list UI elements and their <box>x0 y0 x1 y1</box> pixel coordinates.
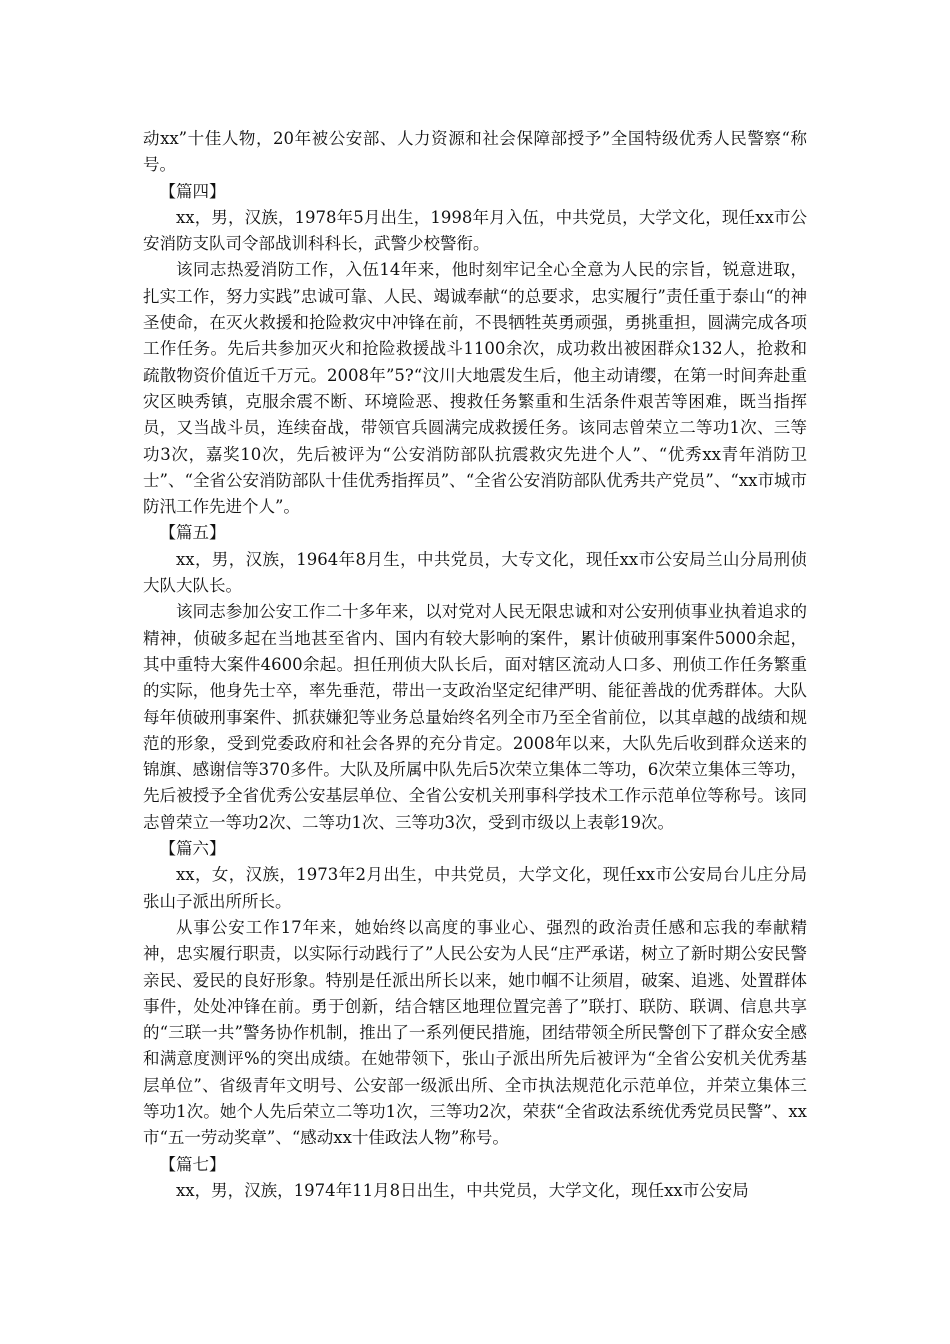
paragraph: 该同志参加公安工作二十多年来，以对党对人民无限忠诚和对公安刑侦事业执着追求的精神，侦破多起在当地甚至省内、国内有较大影响的案件，累计侦破刑事案件5000余起，其中重特大案件4600余起。担任刑侦大队长后，面对辖区流动人口多、刑侦工作任务繁重的实际，他身先士卒，率先垂范，带出一支政治坚定纪律严明、能征善战的优秀群体。大队每年侦破刑事案件、抓获嫌犯等业务总量始终名列全市乃至全省前位，以其卓越的战绩和规范的形象，受到党委政府和社会各界的充分肯定。2008年以来，大队先后收到群众送来的锦旗、感谢信等370多件。大队及所属中队先后5次荣立集体二等功，6次荣立集体三等功，先后被授予全省优秀公安基层单位、全省公安机关刑事科学技术工作示范单位等称号。该同志曾荣立一等功2次、二等功1次、三等功3次，受到市级以上表彰19次。 <box>143 602 807 832</box>
document-body <box>143 126 807 1204</box>
paragraph: xx，男，汉族，1978年5月出生，1998年月入伍，中共党员，大学文化，现任xx市公安消防支队司令部战训科科长，武警少校警衔。 <box>143 207 807 254</box>
section-heading: 【篇七】 <box>159 1154 226 1174</box>
paragraph: xx，男，汉族，1974年11月8日出生，中共党员，大学文化，现任xx市公安局 <box>176 1180 749 1200</box>
section-heading: 【篇六】 <box>159 839 226 859</box>
paragraph: 从事公安工作17年来，她始终以高度的事业心、强烈的政治责任感和忘我的奉献精神，忠实履行职责，以实际行动践行了”人民公安为人民“庄严承诺，树立了新时期公安民警亲民、爱民的良好形象。特别是任派出所长以来，她巾帼不让须眉，破案、追逃、处置群体事件，处处冲锋在前。勇于创新，结合辖区地理位置完善了”联打、联防、联调、信息共享的“三联一共”警务协作机制，推出了一系列便民措施，团结带领全所民警创下了群众安全感和满意度测评%的突出成绩。在她带领下，张山子派出所先后被评为“全省公安机关优秀基层单位”、省级青年文明号、公安部一级派出所、全市执法规范化示范单位，并荣立集体三等功1次。她个人先后荣立二等功1次，三等功2次，荣获“全省政法系统优秀党员民警”、xx市“五一劳动奖章”、“感动xx十佳政法人物”称号。 <box>143 917 807 1148</box>
paragraph: 动xx”十佳人物，20年被公安部、人力资源和社会保障部授予”全国特级优秀人民警察“称号。 <box>143 129 807 175</box>
paragraph: 该同志热爱消防工作，入伍14年来，他时刻牢记全心全意为人民的宗旨，锐意进取，扎实工作，努力实践”忠诚可靠、人民、竭诚奉献“的总要求，忠实履行”责任重于泰山“的神圣使命，在灭火救援和抢险救灾中冲锋在前，不畏牺牲英勇顽强，勇挑重担，圆满完成各项工作任务。先后共参加灭火和抢险救援战斗1100余次，成功救出被困群众132人，抢救和疏散物资价值近千万元。2008年”5?“汶川大地震发生后，他主动请缨，在第一时间奔赴重灾区映秀镇，克服余震不断、环境险恶、搜救任务繁重和生活条件艰苦等困难，既当指挥员，又当战斗员，连续奋战，带领官兵圆满完成救援任务。该同志曾荣立二等功1次、三等功3次，嘉奖10次，先后被评为“公安消防部队抗震救灾先进个人”、“优秀xx青年消防卫士”、“全省公安消防部队十佳优秀指挥员”、“全省公安消防部队优秀共产党员”、“xx市城市防汛工作先进个人”。 <box>143 260 807 517</box>
paragraph: xx，男，汉族，1964年8月生，中共党员，大专文化，现任xx市公安局兰山分局刑侦大队大队长。 <box>143 549 807 596</box>
paragraph: xx，女，汉族，1973年2月出生，中共党员，大学文化，现任xx市公安局台儿庄分局张山子派出所所长。 <box>143 865 807 911</box>
section-heading: 【篇四】 <box>159 181 226 201</box>
section-heading: 【篇五】 <box>159 523 226 543</box>
